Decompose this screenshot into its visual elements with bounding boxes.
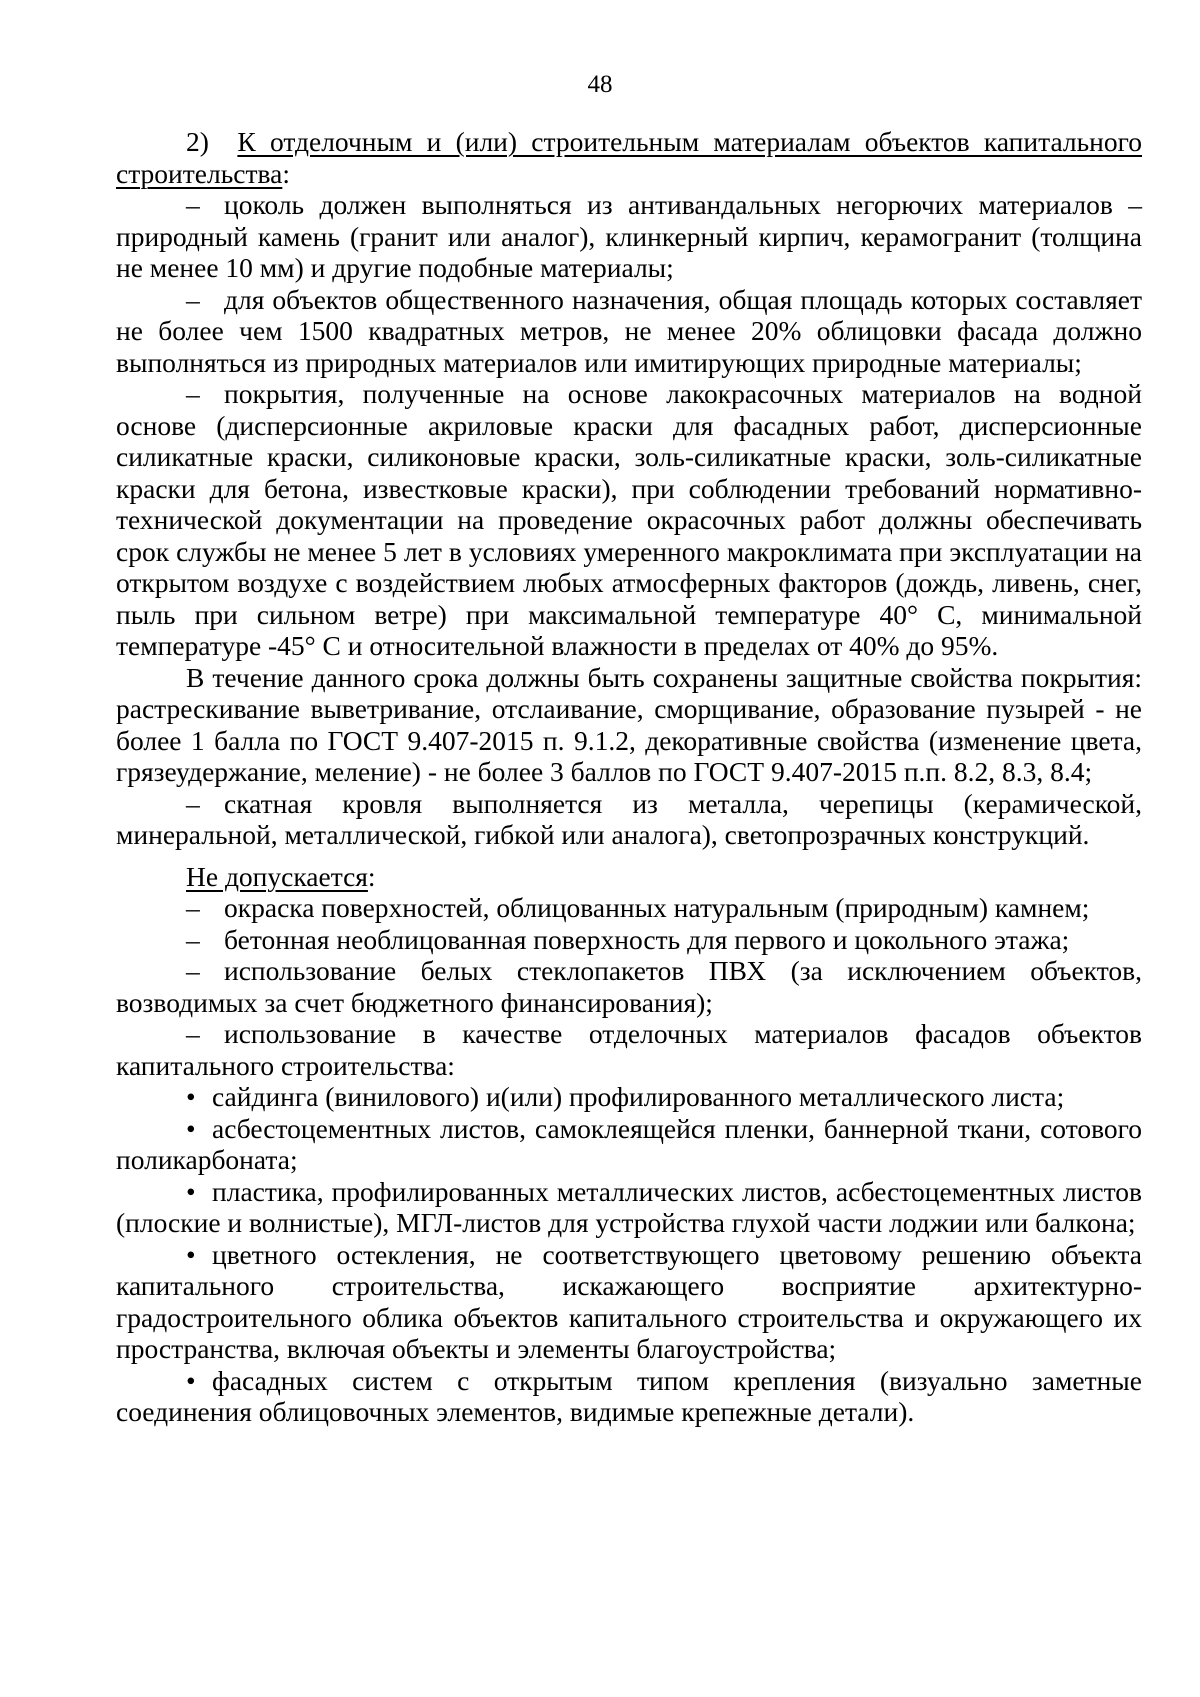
requirement-text: для объектов общественного назначения, общая площадь которых составляет не более чем 1500 квадратных метров, не менее 20% облицовки фасада должно выполняться из природных материалов или имитирующих природные материалы; [116,283,1142,378]
requirement-item [116,378,1142,662]
requirement-item [116,788,1142,851]
not-allowed-text: бетонная необлицованная поверхность для первого и цокольного этажа; [224,923,1070,955]
bullet-icon: • [186,1238,196,1270]
page-number: 48 [587,71,613,98]
not-allowed-text: окраска поверхностей, облицованных натуральным (природным) камнем; [224,892,1090,923]
bullet-icon: • [186,1364,196,1396]
not-allowed-item [116,1018,1142,1081]
section-heading-text: К отделочным и (или) строительным материалам объектов капитального строительства [116,126,1142,189]
dash-marker: – [186,892,200,923]
dash-marker: – [186,189,200,220]
not-allowed-text: использование в качестве отделочных материалов фасадов объектов капитального строительства: [116,1018,1142,1081]
dash-marker: – [186,1018,200,1049]
requirement-text: покрытия, полученные на основе лакокрасочных материалов на водной основе (дисперсионные акриловые краски для фасадных работ, дисперсионные силикатные краски, силиконовые краски, золь-силикатные краски, золь-силикатные краски для бетона, известковые краски), при соблюдении требований нормативно-технической документации на проведение окрасочных работ должны обеспечивать срок службы не менее 5 лет в условиях умеренного макроклимата при эксплуатации на открытом воздухе с воздействием любых атмосферных факторов (дождь, ливень, снег, пыль при сильном ветре) при максимальной температуре 40° С, минимальной температуре -45° С и относительной влажности в пределах от 40% до 95%. [116,378,1142,661]
bullet-text: пластика, профилированных металлических листов, асбестоцементных листов (плоские и волнистые), МГЛ-листов для устройства глухой части лоджии или балкона; [116,1175,1142,1238]
section-heading-suffix: : [282,157,290,189]
not-allowed-heading-text: Не допускается [186,860,368,892]
dash-marker: – [186,787,200,819]
dash-marker: – [186,283,200,315]
dash-marker: – [186,378,200,409]
requirement-item [116,189,1142,284]
not-allowed-item [116,924,1142,956]
bullet-icon: • [186,1175,196,1207]
bullet-text: асбестоцементных листов, самоклеящейся пленки, баннерной ткани, сотового поликарбоната; [116,1112,1142,1175]
not-allowed-item [116,955,1142,1018]
dash-marker: – [186,923,200,955]
coating-paragraph: В течение данного срока должны быть сохранены защитные свойства покрытия: растрескивание выветривание, отслаивание, сморщивание, образование пузырей - не более 1 балла по ГОСТ 9.407-2015 п. 9.1.2, декоративные свойства (изменение цвета, грязеудержание, меление) - не более 3 баллов по ГОСТ 9.407-2015 п.п. 8.2, 8.3, 8.4; [116,661,1142,787]
bullet-item [116,1113,1142,1176]
not-allowed-heading [116,861,1142,893]
bullet-item [116,1365,1142,1428]
bullet-text: сайдинга (винилового) и(или) профилированного металлического листа; [212,1081,1065,1112]
bullet-item [116,1239,1142,1365]
bullet-item [116,1081,1142,1113]
page-content [116,126,1142,1428]
dash-marker: – [186,955,200,986]
not-allowed-text: использование белых стеклопакетов ПВХ (за исключением объектов, возводимых за счет бюджетного финансирования); [116,955,1142,1018]
not-allowed-item [116,892,1142,924]
requirement-text: цоколь должен выполняться из антивандальных негорючих материалов – природный камень (гранит или аналог), клинкерный кирпич, керамогранит (толщина не менее 10 мм) и другие подобные материалы; [116,189,1142,283]
requirement-text: скатная кровля выполняется из металла, черепицы (керамической, минеральной, металлической, гибкой или аналога), светопрозрачных конструкций. [116,787,1142,850]
requirement-item [116,284,1142,379]
section-number: 2) [186,126,209,157]
bullet-text: цветного остекления, не соответствующего цветовому решению объекта капитального строительства, искажающего восприятие архитектурно-градостроительного облика объектов капитального строительства и окружающего их пространства, включая объекты и элементы благоустройства; [116,1238,1142,1364]
bullet-item [116,1176,1142,1239]
section-heading [116,126,1142,189]
bullet-text: фасадных систем с открытым типом крепления (визуально заметные соединения облицовочных элементов, видимые крепежные детали). [116,1364,1142,1427]
not-allowed-heading-suffix: : [367,860,376,892]
bullet-icon: • [186,1112,196,1144]
bullet-icon: • [186,1081,196,1112]
